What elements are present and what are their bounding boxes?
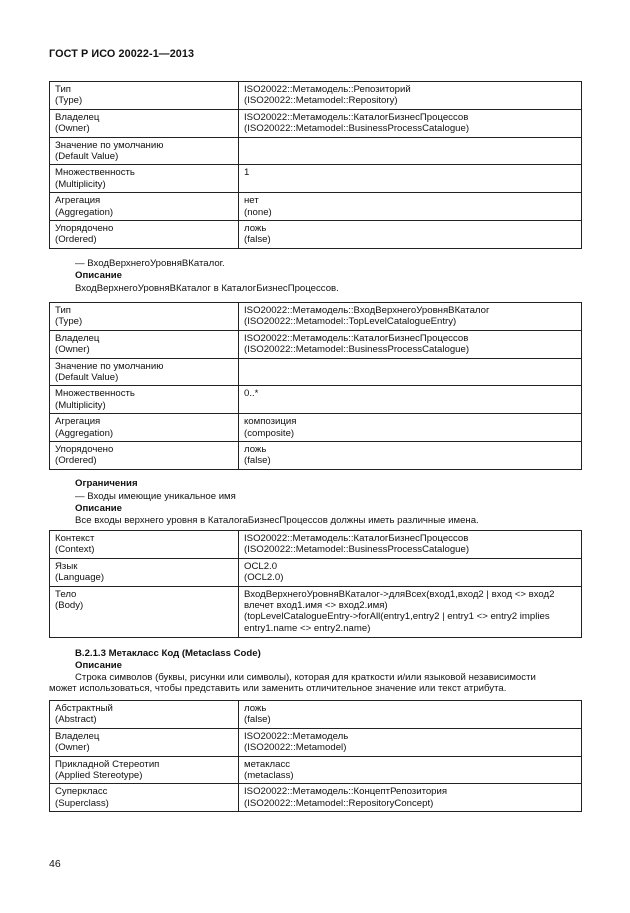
property-name-en: (Ordered) (55, 455, 97, 467)
property-value-en: (ISO20022::Metamodel::TopLevelCatalogueEntry) (244, 316, 457, 328)
property-value: ISO20022::Метамодель::КаталогБизнесПроцессов (244, 533, 469, 544)
property-name: Тип (55, 305, 71, 316)
table-row (50, 303, 582, 331)
property-name-en: (Aggregation) (55, 427, 114, 439)
property-value: ложь (244, 223, 267, 235)
table-row (50, 701, 582, 729)
property-name-en: (Abstract) (55, 714, 97, 726)
section-heading: B.2.1.3 Метакласс Код (Metaclass Code) (75, 648, 261, 659)
property-name: Владелец (55, 332, 100, 344)
table-row (50, 137, 582, 165)
property-value-en: (ISO20022::Metamodel::BusinessProcessCatalogue) (244, 123, 470, 135)
table-row (50, 756, 582, 784)
document-header: ГОСТ Р ИСО 20022-1—2013 (49, 48, 195, 60)
property-name: Абстрактный (55, 703, 113, 714)
property-value: композиция (244, 416, 297, 428)
table-row (50, 558, 582, 586)
code-description (49, 672, 582, 695)
property-name: Тип (55, 84, 71, 95)
property-name: Контекст (55, 533, 95, 544)
property-name: Упорядочено (55, 444, 114, 456)
constraints-label: Ограничения (75, 478, 138, 489)
paragraph-line: может использоваться, чтобы представить или заменить отличительное значение или текст атрибута. (49, 683, 507, 695)
description-label: Описание (75, 503, 122, 514)
property-name: Агрегация (55, 416, 101, 428)
property-value: 0..* (244, 388, 259, 400)
property-value-en: (ISO20022::Metamodel::Repository) (244, 95, 398, 107)
property-value: метакласс (244, 758, 291, 770)
table-row (50, 165, 582, 193)
property-name-en: (Context) (55, 544, 95, 556)
description-label: Описание (75, 660, 122, 671)
property-name: Владелец (55, 730, 100, 742)
property-name-en: (Default Value) (55, 372, 119, 384)
property-name-en: (Language) (55, 572, 105, 584)
property-value: ISO20022::Метамодель::КонцептРепозитория (244, 786, 448, 798)
property-value-en: (false) (244, 455, 271, 467)
property-value: ISO20022::Метамодель::ВходВерхнегоУровняВКаталог (244, 305, 490, 316)
list-item: — ВходВерхнегоУровняВКаталог. (75, 258, 225, 269)
property-name: Суперкласс (55, 786, 108, 798)
property-value-en: (none) (244, 206, 272, 218)
property-name-en: (Ordered) (55, 234, 97, 246)
property-name: Значение по умолчанию (55, 360, 164, 372)
property-value-en: (ISO20022::Metamodel::BusinessProcessCatalogue) (244, 344, 470, 356)
property-value-en: (composite) (244, 427, 295, 439)
property-value: 1 (244, 167, 250, 179)
property-value-en: (ISO20022::Metamodel::BusinessProcessCatalogue) (244, 544, 470, 556)
property-name: Тело (55, 588, 77, 600)
table-row (50, 531, 582, 559)
table-row (50, 109, 582, 137)
property-value: ложь (244, 444, 267, 456)
table-row (50, 728, 582, 756)
property-name: Множественность (55, 167, 135, 179)
metaclass-code-table (49, 700, 582, 812)
property-value-en: (ISO20022::Metamodel::RepositoryConcept) (244, 797, 434, 809)
table-row (50, 414, 582, 442)
description-label: Описание (75, 270, 122, 281)
property-name: Прикладной Стереотип (55, 758, 160, 770)
property-name-en: (Applied Stereotype) (55, 770, 143, 782)
table-row (50, 442, 582, 470)
property-value: ISO20022::Метамодель::КаталогБизнесПроцессов (244, 111, 469, 123)
table-row (50, 386, 582, 414)
property-name: Язык (55, 560, 78, 572)
property-value-en: (OCL2.0) (244, 572, 284, 584)
table-row (50, 193, 582, 221)
property-name-en: (Owner) (55, 123, 90, 135)
constraint-table (49, 530, 582, 638)
description-text: ВходВерхнегоУровняВКаталог в КаталогБизнесПроцессов. (75, 283, 339, 294)
property-name: Упорядочено (55, 223, 114, 235)
table-row (50, 358, 582, 386)
property-value-en: (ISO20022::Metamodel) (244, 742, 347, 754)
property-value: ISO20022::Метамодель (244, 730, 349, 742)
property-name: Владелец (55, 111, 100, 123)
body-line: ВходВерхнегоУровняВКаталог->дляВсех(вход1,вход2 | вход <> вход2 (244, 588, 555, 600)
table-row (50, 784, 582, 812)
property-name: Значение по умолчанию (55, 139, 164, 151)
table-row (50, 330, 582, 358)
page-number: 46 (49, 858, 61, 870)
body-line: entry1.name <> entry2.name) (244, 622, 371, 634)
property-value: нет (244, 195, 259, 207)
property-table-2 (49, 302, 582, 470)
property-name-en: (Superclass) (55, 797, 109, 809)
property-name-en: (Type) (55, 95, 83, 107)
property-value-en: (metaclass) (244, 770, 294, 782)
property-name-en: (Multiplicity) (55, 178, 106, 190)
property-value: ложь (244, 703, 267, 714)
description-text: Все входы верхнего уровня в КаталогаБизнесПроцессов должны иметь различные имена. (75, 515, 479, 526)
property-value-en: (false) (244, 714, 271, 726)
property-table-1 (49, 81, 582, 249)
property-name-en: (Aggregation) (55, 206, 114, 218)
list-item: — Входы имеющие уникальное имя (75, 491, 236, 502)
property-value: ISO20022::Метамодель::Репозиторий (244, 84, 411, 95)
property-name: Агрегация (55, 195, 101, 207)
table-row (50, 221, 582, 249)
property-name: Множественность (55, 388, 135, 400)
property-name-en: (Owner) (55, 742, 90, 754)
paragraph-line: Строка символов (буквы, рисунки или символы), которая для краткости и/или языковой независимости (75, 672, 536, 683)
property-name-en: (Default Value) (55, 151, 119, 163)
property-value: OCL2.0 (244, 560, 278, 572)
property-value: ISO20022::Метамодель::КаталогБизнесПроцессов (244, 332, 469, 344)
property-name-en: (Type) (55, 316, 83, 328)
property-value-en: (false) (244, 234, 271, 246)
property-name-en: (Body) (55, 600, 84, 612)
property-name-en: (Multiplicity) (55, 399, 106, 411)
body-line: влечет вход1.имя <> вход2.имя) (244, 600, 388, 612)
table-row (50, 82, 582, 110)
body-line: (topLevelCatalogueEntry->forAll(entry1,entry2 | entry1 <> entry2 implies (244, 611, 550, 623)
table-row (50, 586, 582, 637)
property-name-en: (Owner) (55, 344, 90, 356)
